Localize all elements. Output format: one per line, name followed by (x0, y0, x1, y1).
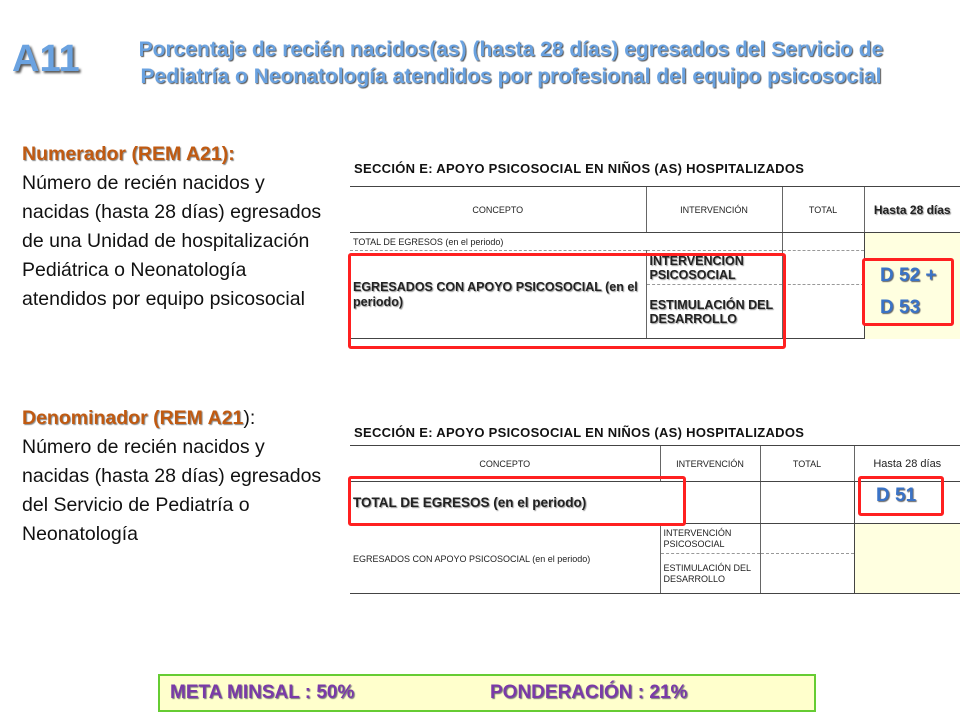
table2-col-total: TOTAL (760, 446, 854, 482)
ponderacion: PONDERACIÓN : 21% (490, 682, 688, 703)
table2-section-title: SECCIÓN E: APOYO PSICOSOCIAL EN NIÑOS (AS) HOSPITALIZADOS (354, 425, 805, 440)
table2-code-d51: D 51 (876, 485, 917, 506)
table2-col-intervencion: INTERVENCIÓN (660, 446, 760, 482)
table1-total-egresos-total (782, 233, 864, 251)
title-line-2: Pediatría o Neonatología atendidos por profesional del equipo psicosocial (140, 65, 882, 88)
table2-highlight-denominator (348, 476, 686, 526)
table1-code-d52: D 52 + (880, 265, 937, 286)
footer-goal-box (158, 674, 816, 712)
table1-row-total-egresos: TOTAL DE EGRESOS (en el periodo) (350, 233, 782, 251)
denominator-description: Número de recién nacidos y nacidas (hasta 28 días) egresados del Servicio de Pediatría o Neonatología (22, 436, 322, 545)
table2-col-hasta28: Hasta 28 días (854, 446, 960, 482)
table2-col-concepto: CONCEPTO (350, 446, 660, 482)
table2-psicosocial-total (760, 524, 854, 554)
table1-intervencion-psicosocial: INTERVENCIÓN PSICOSOCIAL (646, 251, 782, 285)
denominator-block (22, 404, 322, 549)
denominator-heading-suffix: ): (243, 407, 256, 429)
denominator-heading-line (22, 404, 322, 433)
table2-row-egresados-apoyo: EGRESADOS CON APOYO PSICOSOCIAL (en el periodo) (350, 524, 660, 594)
table1-col-intervencion: INTERVENCIÓN (646, 187, 782, 233)
table1-col-hasta28: Hasta 28 días (864, 187, 960, 233)
numerator-heading: Numerador (REM A21): (22, 143, 235, 165)
table2-estimulacion-total (760, 554, 854, 594)
table1-code-d53: D 53 (880, 297, 921, 318)
table2-psicosocial-hasta28 (854, 524, 960, 554)
table1-highlight-numerator (348, 253, 786, 349)
table1-section-title: SECCIÓN E: APOYO PSICOSOCIAL EN NIÑOS (AS) HOSPITALIZADOS (354, 161, 805, 176)
table2-intervencion-psicosocial: INTERVENCIÓN PSICOSOCIAL (660, 524, 760, 554)
table2-estimulacion-hasta28 (854, 554, 960, 594)
meta-minsal: META MINSAL : 50% (170, 682, 355, 703)
table1-psicosocial-total (782, 251, 864, 285)
indicator-code: A11 (12, 38, 80, 80)
denominator-heading: Denominador (REM A21 (22, 407, 244, 429)
table1-estimulacion-total (782, 285, 864, 339)
page-title (86, 36, 936, 90)
title-line-1: Porcentaje de recién nacidos(as) (hasta 28 días) egresados del Servicio de (138, 38, 884, 61)
table1-row-egresados-apoyo: EGRESADOS CON APOYO PSICOSOCIAL (en el periodo) (350, 251, 646, 339)
table2-total-egresos-total (760, 482, 854, 524)
table1-col-concepto: CONCEPTO (350, 187, 646, 233)
table2-row-total-egresos: TOTAL DE EGRESOS (en el periodo) (350, 482, 760, 524)
numerator-block (22, 140, 322, 314)
table2-estimulacion-desarrollo: ESTIMULACIÓN DEL DESARROLLO (660, 554, 760, 594)
table1-estimulacion-desarrollo: ESTIMULACIÓN DEL DESARROLLO (646, 285, 782, 339)
table1-col-total: TOTAL (782, 187, 864, 233)
table1-total-egresos-hasta28 (864, 233, 960, 251)
numerator-description: Número de recién nacidos y nacidas (hasta 28 días) egresados de una Unidad de hospitalización Pediátrica o Neonatología atendidos por equipo psicosocial (22, 172, 322, 310)
